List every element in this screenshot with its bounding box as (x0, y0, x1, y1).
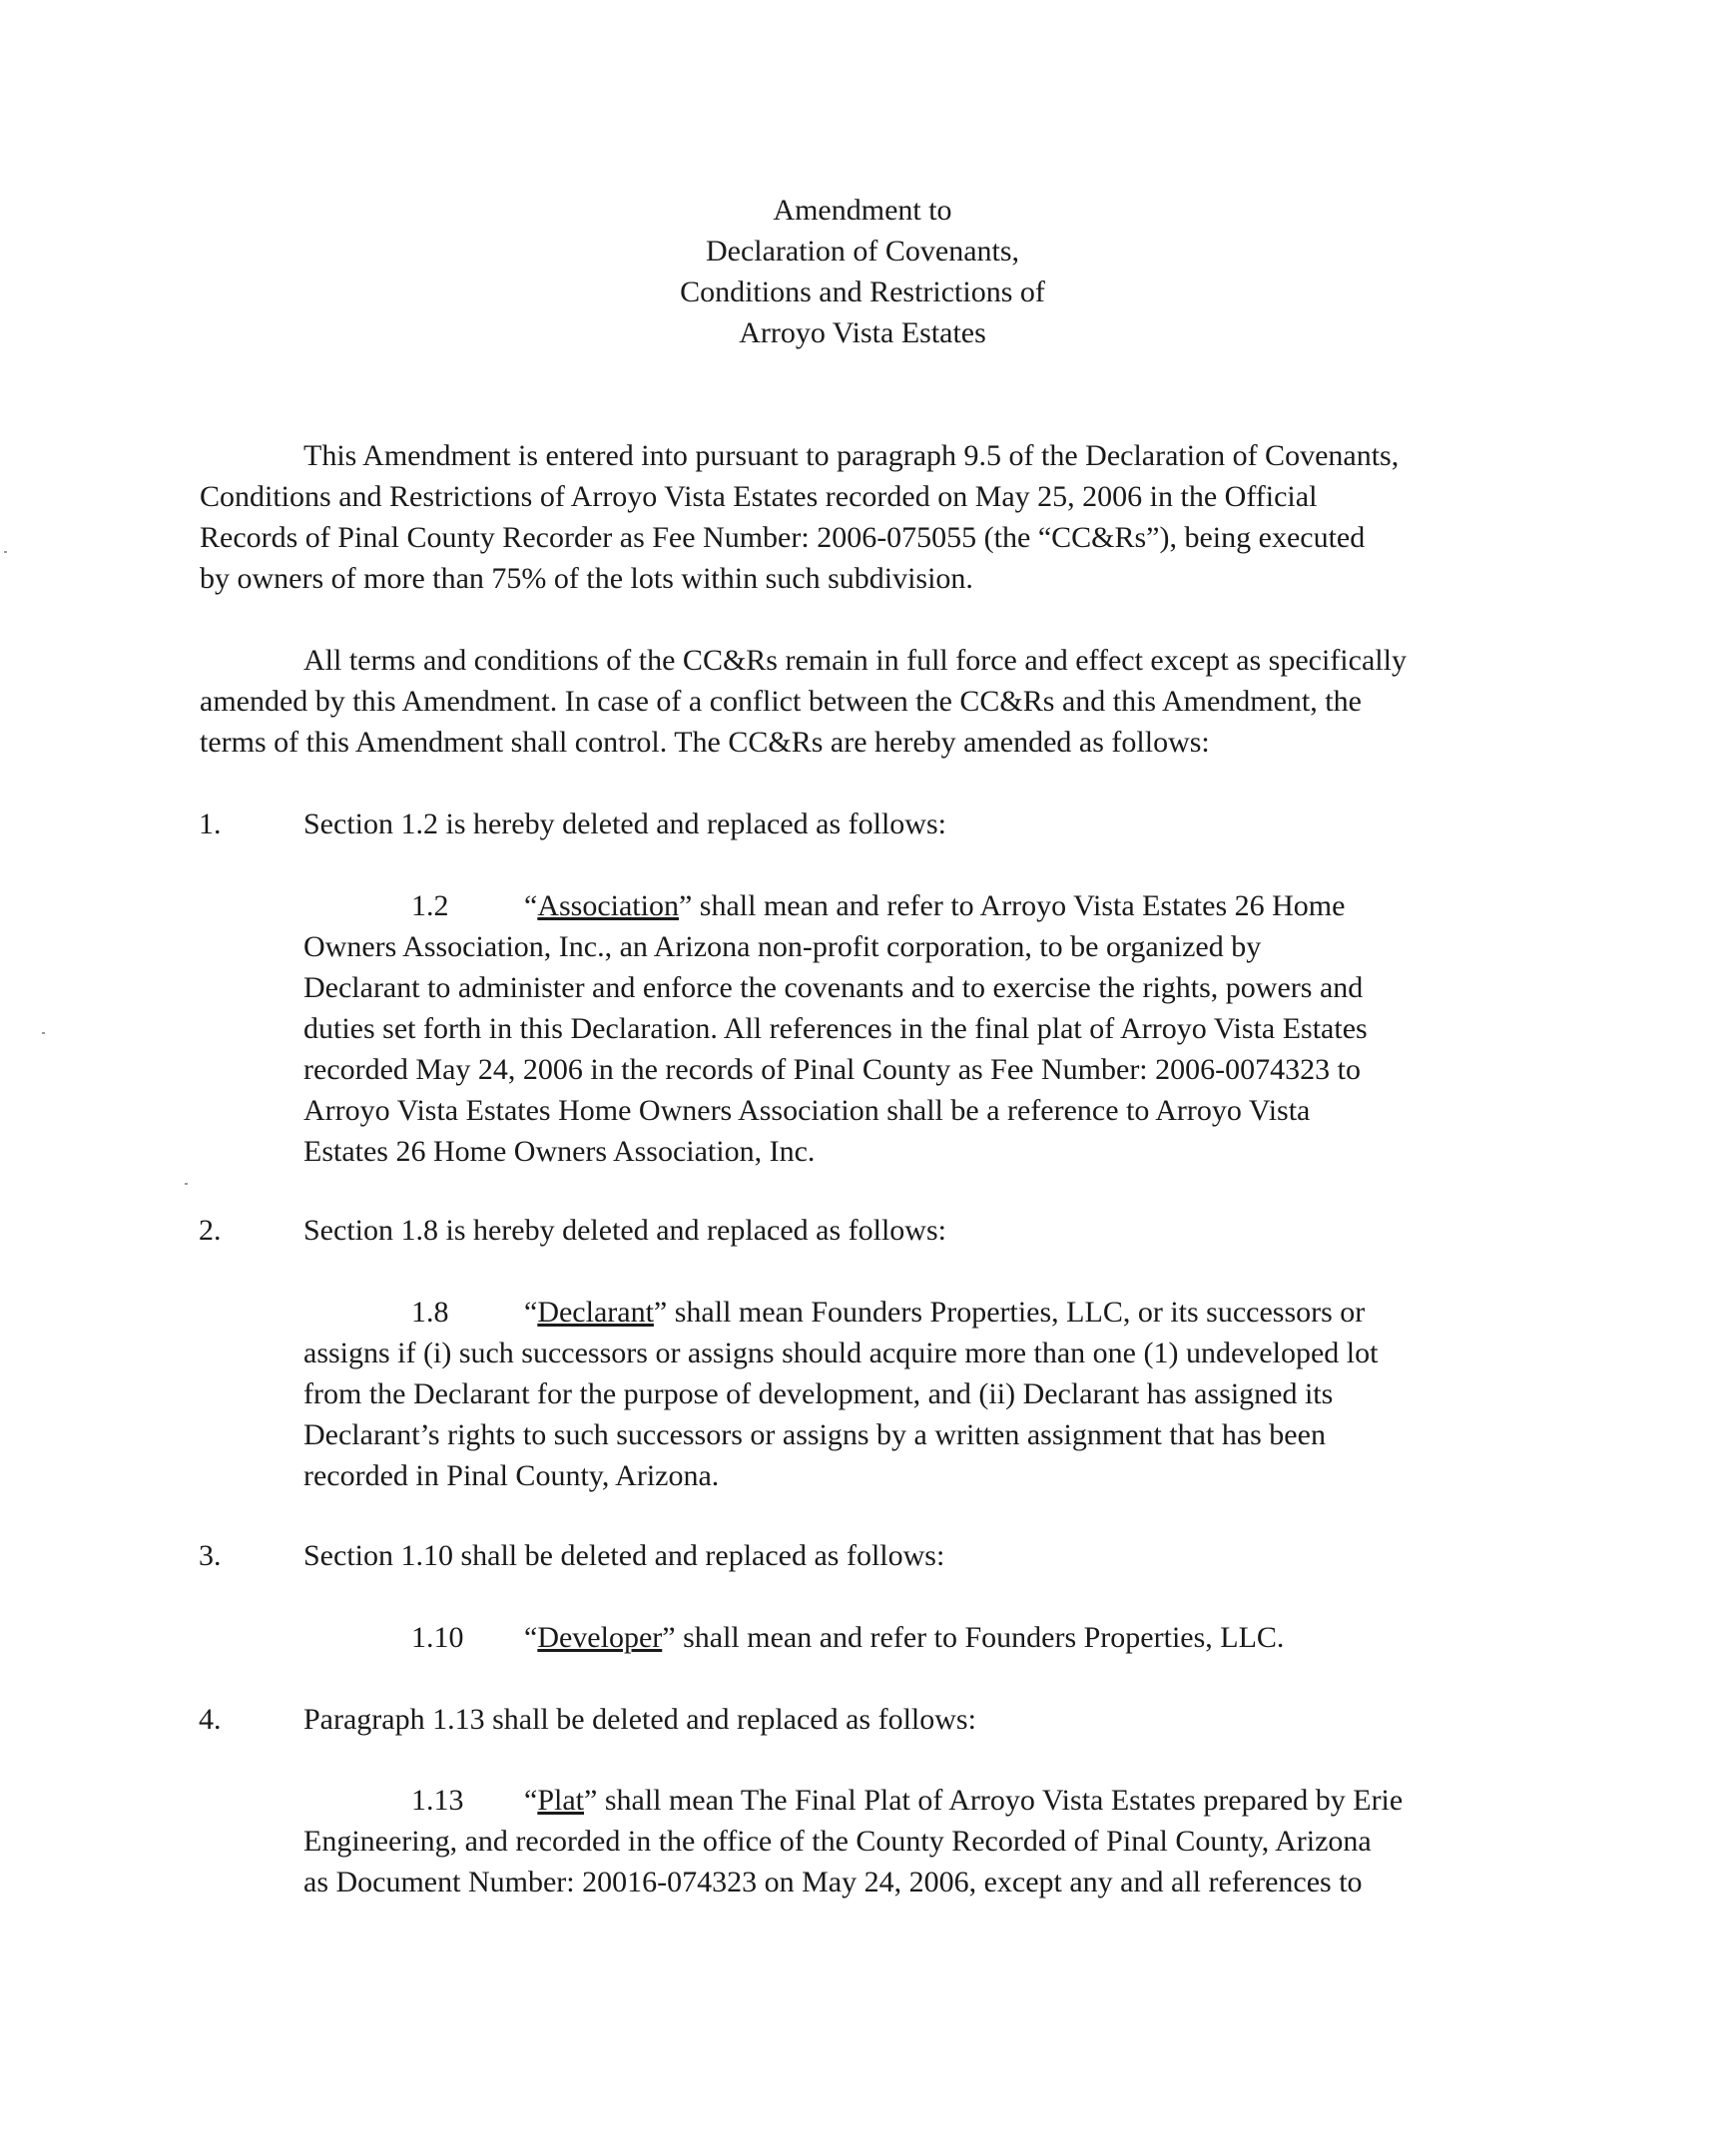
definition-number: 1.13 (411, 1784, 464, 1817)
definition-line: as Document Number: 20016-074323 on May 24, 2006, except any and all references to (303, 1866, 1363, 1898)
definition-block (303, 885, 1539, 1172)
scan-mark (42, 1032, 45, 1034)
definition-block (303, 1780, 1539, 1902)
definition-line: recorded in Pinal County, Arizona. (303, 1459, 720, 1492)
definition-line: duties set forth in this Declaration. All references in the final plat of Arroyo Vista Estates (303, 1012, 1368, 1045)
item-number: 3. (199, 1539, 222, 1572)
item-number: 2. (199, 1214, 222, 1247)
defined-term: Declarant (537, 1296, 654, 1329)
item-heading: Section 1.8 is hereby deleted and replaced as follows: (303, 1214, 946, 1247)
terms-paragraph (200, 640, 1535, 763)
item-heading: Section 1.2 is hereby deleted and replaced as follows: (303, 808, 946, 840)
definition-block (303, 1617, 1539, 1658)
definition-number: 1.2 (411, 889, 449, 922)
intro-line: Records of Pinal County Recorder as Fee Number: 2006-075055 (the “CC&Rs”), being executed (200, 521, 1366, 554)
definition-line: Engineering, and recorded in the office of the County Recorded of Pinal County, Arizona (303, 1825, 1372, 1858)
intro-line: by owners of more than 75% of the lots within such subdivision. (200, 562, 973, 595)
definition-line: Estates 26 Home Owners Association, Inc. (303, 1135, 816, 1168)
terms-line: terms of this Amendment shall control. The CC&Rs are hereby amended as follows: (200, 726, 1210, 759)
definition-line: recorded May 24, 2006 in the records of Pinal County as Fee Number: 2006-0074323 to (303, 1053, 1361, 1086)
terms-line: All terms and conditions of the CC&Rs remain in full force and effect except as specifically (303, 644, 1407, 677)
definition-first-line: 1.10 “Developer” shall mean and refer to Founders Properties, LLC. (303, 1617, 1539, 1658)
definition-number: 1.8 (411, 1296, 449, 1329)
document-title (0, 190, 1725, 353)
definition-text: ” shall mean The Final Plat of Arroyo Vista Estates prepared by Erie (584, 1784, 1404, 1817)
title-line: Conditions and Restrictions of (680, 275, 1045, 308)
terms-line: amended by this Amendment. In case of a conflict between the CC&Rs and this Amendment, the (200, 685, 1362, 718)
title-line: Arroyo Vista Estates (739, 316, 986, 349)
title-line: Amendment to (773, 194, 952, 227)
definition-number: 1.10 (411, 1621, 464, 1654)
intro-line: This Amendment is entered into pursuant to paragraph 9.5 of the Declaration of Covenants, (303, 439, 1400, 472)
item-number: 4. (199, 1703, 222, 1736)
definition-block (303, 1292, 1539, 1496)
definition-line: Declarant’s rights to such successors or assigns by a written assignment that has been (303, 1418, 1326, 1451)
definition-first-line: 1.13 “Plat” shall mean The Final Plat of Arroyo Vista Estates prepared by Erie (303, 1780, 1539, 1821)
item-number: 1. (199, 808, 222, 840)
definition-text: ” shall mean and refer to Founders Properties, LLC. (662, 1621, 1285, 1654)
intro-line: Conditions and Restrictions of Arroyo Vista Estates recorded on May 25, 2006 in the Official (200, 480, 1318, 513)
intro-paragraph (200, 435, 1535, 599)
defined-term: Association (537, 889, 679, 922)
definition-line: Owners Association, Inc., an Arizona non-profit corporation, to be organized by (303, 930, 1262, 963)
definition-first-line: 1.2 “Association” shall mean and refer to Arroyo Vista Estates 26 Home (303, 885, 1539, 926)
scan-mark (4, 551, 7, 553)
definition-first-line: 1.8 “Declarant” shall mean Founders Properties, LLC, or its successors or (303, 1292, 1539, 1333)
definition-text: ” shall mean Founders Properties, LLC, or its successors or (653, 1296, 1366, 1329)
defined-term: Developer (537, 1621, 663, 1654)
definition-line: from the Declarant for the purpose of development, and (ii) Declarant has assigned its (303, 1377, 1334, 1410)
definition-text: ” shall mean and refer to Arroyo Vista Estates 26 Home (678, 889, 1346, 922)
item-heading: Paragraph 1.13 shall be deleted and replaced as follows: (303, 1703, 976, 1736)
scan-mark (185, 1183, 188, 1185)
definition-line: assigns if (i) such successors or assigns should acquire more than one (1) undeveloped lot (303, 1337, 1379, 1369)
title-line: Declaration of Covenants, (705, 235, 1020, 268)
defined-term: Plat (537, 1784, 584, 1817)
definition-line: Arroyo Vista Estates Home Owners Association shall be a reference to Arroyo Vista (303, 1094, 1311, 1127)
definition-line: Declarant to administer and enforce the covenants and to exercise the rights, powers and (303, 971, 1364, 1004)
item-heading: Section 1.10 shall be deleted and replaced as follows: (303, 1539, 945, 1572)
